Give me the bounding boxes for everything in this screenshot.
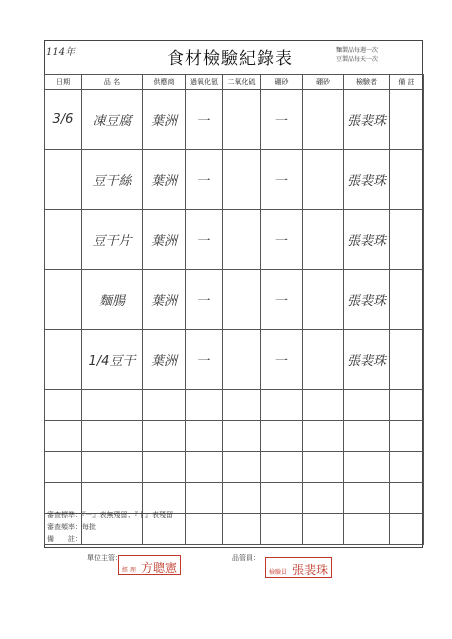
note-tofu: 豆製品每天一次 (336, 56, 379, 63)
blank-cell (186, 421, 223, 452)
col-borax-a: 硼砂 (261, 75, 303, 90)
date-cell (45, 210, 82, 270)
standard-note: 審查標準：『一』表無殘留；『十』表殘留 (47, 511, 173, 519)
inspector-cell: 張裴珠 (344, 210, 390, 270)
manager-stamp-name: 方聰憲 (141, 561, 178, 575)
blank-cell (143, 452, 186, 483)
supplier-cell: 葉洲 (143, 150, 186, 210)
inspector-stamp (265, 557, 332, 578)
supplier-cell: 葉洲 (143, 210, 186, 270)
blank-cell (344, 514, 390, 545)
blank-cell (186, 483, 223, 514)
blank-cell (82, 421, 143, 452)
blank-cell (45, 390, 82, 421)
blank-cell (303, 421, 344, 452)
note-noodle: 麵製品每週一次 (336, 47, 379, 54)
blank-cell (261, 421, 303, 452)
so2-cell (223, 330, 261, 390)
inspector-cell: 張裴珠 (344, 150, 390, 210)
inspector-cell: 張裴珠 (344, 330, 390, 390)
borax-b-cell (303, 210, 344, 270)
blank-cell (390, 483, 424, 514)
blank-cell (82, 452, 143, 483)
so2-cell (223, 90, 261, 150)
col-h2o2: 過氧化氫 (186, 75, 223, 90)
blank-cell (223, 483, 261, 514)
date-cell (45, 150, 82, 210)
borax-b-cell (303, 330, 344, 390)
h2o2-cell: 一 (186, 150, 223, 210)
inspector-cell: 張裴珠 (344, 90, 390, 150)
date-cell (45, 270, 82, 330)
manager-stamp-role: 經 理 (122, 567, 136, 574)
blank-cell (303, 483, 344, 514)
blank-cell (261, 514, 303, 545)
borax-a-cell: 一 (261, 150, 303, 210)
supplier-cell: 葉洲 (143, 330, 186, 390)
col-so2: 二氧化硫 (223, 75, 261, 90)
inspector-cell: 張裴珠 (344, 270, 390, 330)
remark-cell (390, 210, 424, 270)
inspection-table (44, 74, 424, 545)
borax-a-cell: 一 (261, 90, 303, 150)
blank-cell (344, 452, 390, 483)
borax-a-cell: 一 (261, 270, 303, 330)
remark-note: 備 註： (47, 535, 82, 543)
h2o2-cell: 一 (186, 210, 223, 270)
remark-cell (390, 270, 424, 330)
blank-cell (223, 452, 261, 483)
col-date: 日期 (45, 75, 82, 90)
h2o2-cell: 一 (186, 330, 223, 390)
blank-cell (186, 452, 223, 483)
borax-a-cell: 一 (261, 210, 303, 270)
item-cell: 豆干絲 (82, 150, 143, 210)
manager-stamp (118, 555, 181, 575)
item-cell: 豆干片 (82, 210, 143, 270)
blank-row (45, 421, 424, 452)
blank-cell (261, 390, 303, 421)
blank-cell (261, 483, 303, 514)
blank-cell (82, 390, 143, 421)
frequency-notes (336, 46, 378, 64)
blank-cell (143, 390, 186, 421)
h2o2-cell: 一 (186, 90, 223, 150)
frequency-note: 審查頻率：每批 (47, 523, 96, 531)
blank-cell (223, 514, 261, 545)
remark-cell (390, 330, 424, 390)
blank-cell (223, 390, 261, 421)
col-borax-b: 硼砂 (303, 75, 344, 90)
blank-cell (344, 483, 390, 514)
blank-cell (390, 452, 424, 483)
blank-cell (45, 421, 82, 452)
blank-cell (390, 514, 424, 545)
item-cell: 麵腸 (82, 270, 143, 330)
controller-label: 品管員： (232, 554, 260, 562)
remark-cell (390, 90, 424, 150)
col-item: 品 名 (82, 75, 143, 90)
col-remark: 備 註 (390, 75, 424, 90)
blank-cell (344, 421, 390, 452)
table-row (45, 150, 424, 210)
supplier-cell: 葉洲 (143, 270, 186, 330)
remark-cell (390, 150, 424, 210)
blank-cell (344, 390, 390, 421)
blank-row (45, 390, 424, 421)
year-mark: 114年 (46, 47, 76, 58)
table-row (45, 330, 424, 390)
so2-cell (223, 270, 261, 330)
blank-cell (223, 421, 261, 452)
blank-cell (45, 452, 82, 483)
borax-b-cell (303, 270, 344, 330)
table-row (45, 210, 424, 270)
so2-cell (223, 150, 261, 210)
footer-notes (47, 509, 173, 545)
blank-cell (143, 421, 186, 452)
col-inspector: 檢驗者 (344, 75, 390, 90)
h2o2-cell: 一 (186, 270, 223, 330)
blank-cell (186, 390, 223, 421)
col-supplier: 供應商 (143, 75, 186, 90)
unit-head-label: 單位主管： (87, 554, 122, 562)
item-cell: 凍豆腐 (82, 90, 143, 150)
so2-cell (223, 210, 261, 270)
blank-cell (303, 452, 344, 483)
blank-cell (390, 421, 424, 452)
blank-cell (303, 514, 344, 545)
blank-cell (186, 514, 223, 545)
table-row (45, 270, 424, 330)
date-cell: 3/6 (45, 90, 82, 150)
inspector-stamp-name: 張裴珠 (292, 563, 329, 577)
table-row (45, 90, 424, 150)
table-header-row (45, 75, 424, 90)
borax-b-cell (303, 90, 344, 150)
supplier-cell: 葉洲 (143, 90, 186, 150)
borax-b-cell (303, 150, 344, 210)
date-cell (45, 330, 82, 390)
item-cell: 1/4豆干 (82, 330, 143, 390)
borax-a-cell: 一 (261, 330, 303, 390)
page-title: 食材檢驗紀錄表 (167, 49, 293, 69)
blank-cell (390, 390, 424, 421)
inspector-stamp-role: 檢驗員 (269, 569, 288, 576)
blank-cell (261, 452, 303, 483)
blank-row (45, 452, 424, 483)
blank-cell (303, 390, 344, 421)
